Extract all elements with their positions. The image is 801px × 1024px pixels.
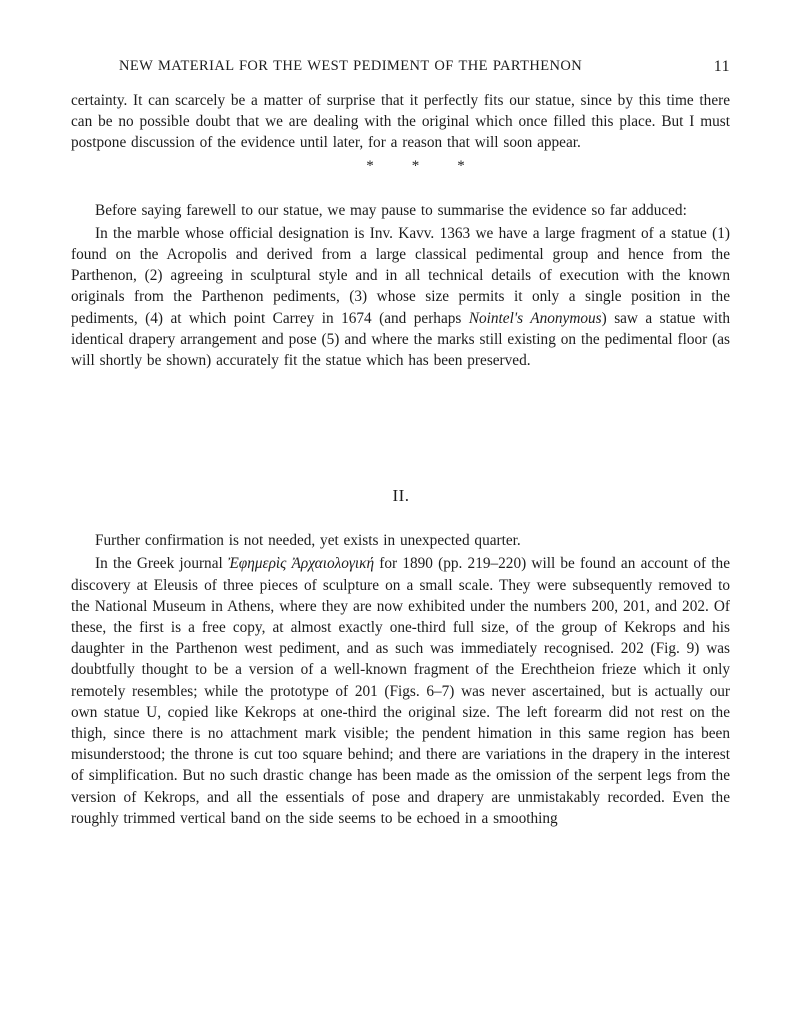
paragraph-eleusis [71, 553, 730, 829]
paragraph-text: ) saw a statue with identical drapery arrangement and pose (5) and where the marks still existing on the pedimental floor (as will shortly be shown) accurately fit the statue which has been preserved. [71, 309, 731, 370]
running-head [71, 58, 730, 80]
page [71, 58, 730, 829]
paragraph-text: In the marble whose official designation is Inv. Kavv. 1363 we have a large fragment of a statue (1) found on the Acropolis and derived from a large classical pedimental group and hence from the Parthenon, (2) agreeing in sculptural style and in all technical details of execution with the known originals from the Parthenon pediments, (3) whose size permits it only a single position in the pediments, (4) at which point Carrey in 1674 (and perhaps [71, 224, 730, 327]
section-separator [71, 158, 730, 200]
italic-reference: Nointel's Anonymous [468, 309, 602, 327]
asterisk: * [366, 157, 374, 174]
page-number: 11 [713, 58, 730, 75]
greek-journal-title: Ἐφημερὶς Ἀρχαιολογική [227, 555, 375, 573]
paragraph-continued: certainty. It can scarcely be a matter of surprise that it perfectly fits our statue, since by this time there can be no possible doubt that we are dealing with the original which once filled this place. But I must postpone discussion of the evidence until later, for a reason that will soon appear. [71, 92, 730, 152]
paragraph-summary-intro: Before saying farewell to our statue, we may pause to summarise the evidence so far adduced: [95, 201, 687, 219]
paragraph-confirmation: Further confirmation is not needed, yet exists in unexpected quarter. [95, 532, 521, 550]
paragraph-summary [71, 223, 730, 371]
asterisk: * [411, 157, 420, 174]
paragraph-text: for 1890 (pp. 219–220) will be found an account of the discovery at Eleusis of three pieces of sculpture on a small scale. They were subsequently removed to the National Museum in Athens, where they are now exhibited under the numbers 200, 201, and 202. Of these, the first is a free copy, at almost exactly one-third full size, of the group of Kekrops and his daughter in the Parthenon west pediment, and as such was immediately recognised. 202 (Fig. 9) was doubtfully thought to be a version of a well-known fragment of the Erechtheion frieze which it only remotely resembles; while the prototype of 201 (Figs. 6–7) was never ascertained, but is actually our own statue U, copied like Kekrops at one-third the original size. The left forearm did not rest on the thigh, since there is no attachment mark visible; the pendent himation in this same region has been misunderstood; the throne is cut too square behind; and there are variations in the drapery in the interest of simplification. But no such drastic change has been made as the omission of the serpent legs from the version of Kekrops, and all the essentials of pose and drapery are unmistakably recorded. Even the roughly trimmed vertical band on the side seems to be echoed in a smoothing [71, 555, 730, 827]
paragraph-text: In the Greek journal [95, 555, 228, 573]
running-title: NEW MATERIAL FOR THE WEST PEDIMENT OF THE PARTHENON [119, 58, 583, 74]
section-heading: II. [392, 486, 410, 506]
asterisk: * [457, 157, 465, 174]
